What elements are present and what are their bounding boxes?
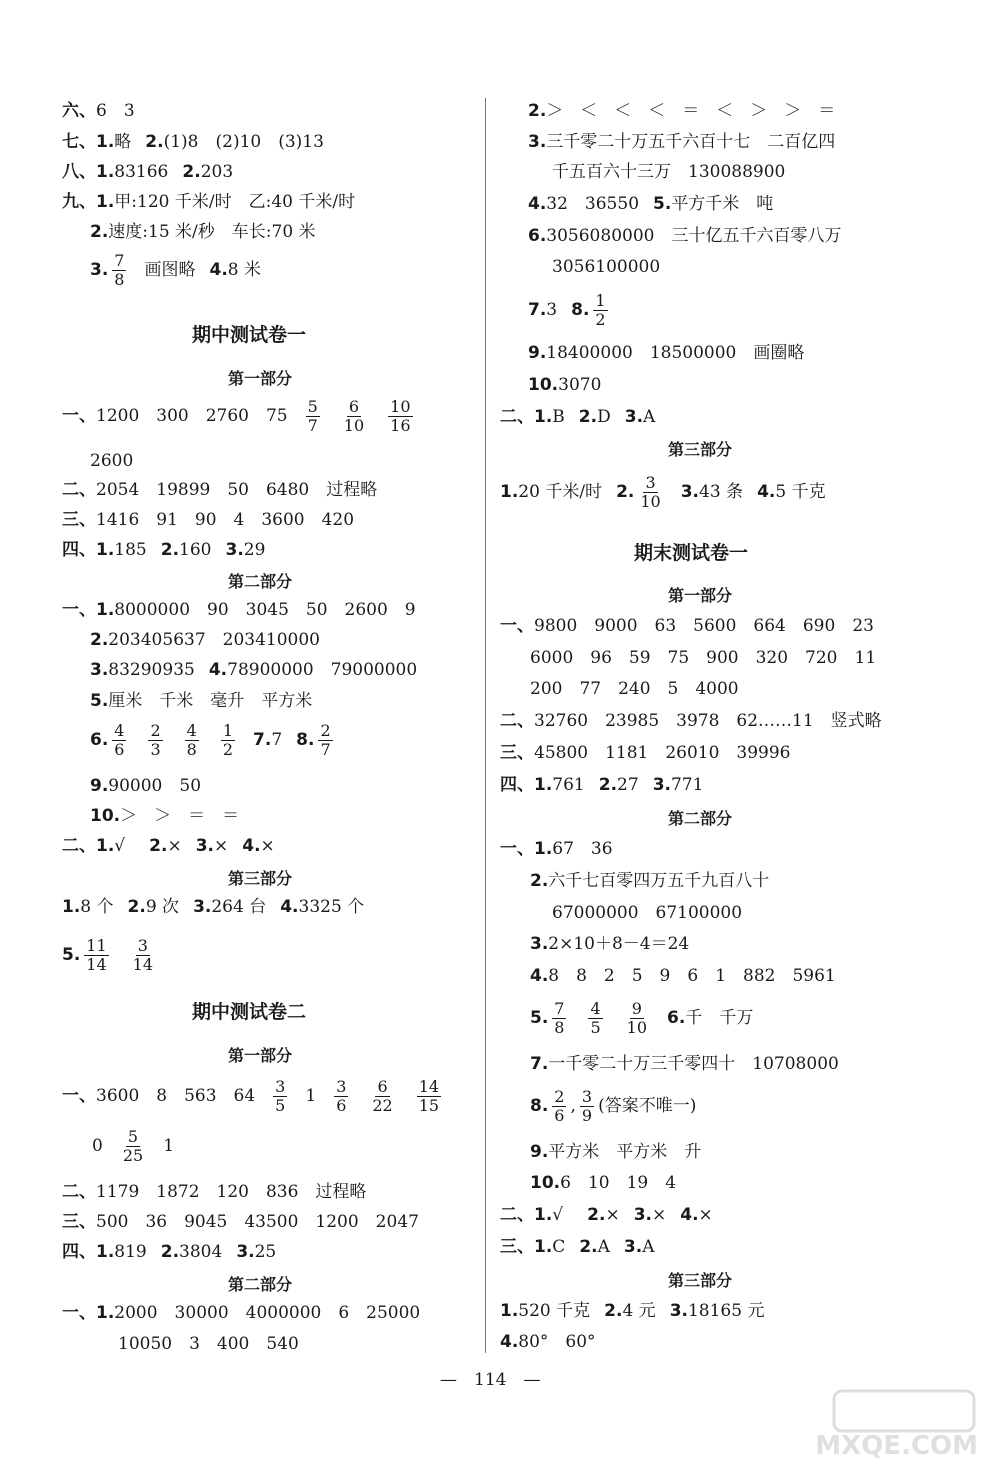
fraction: $\frac{1}{2}$ xyxy=(222,721,234,759)
answer-line: 3056100000 xyxy=(552,257,661,277)
answer-line: 三、1.C 2.A 3.A xyxy=(500,1237,655,1257)
answer-line: 0 $\frac{5}{25}$ 1 xyxy=(92,1127,175,1165)
answer-line: 3.三千零二十万五千六百十七 二百亿四 xyxy=(528,132,836,152)
part-heading: 第三部分 xyxy=(228,869,293,888)
fraction: $\frac{3}{5}$ xyxy=(275,1077,286,1115)
fraction: $\frac{10}{16}$ xyxy=(390,397,411,435)
answer-line: 九、1.甲:120 千米/时 乙:40 千米/时 xyxy=(62,192,356,212)
fraction: $\frac{9}{10}$ xyxy=(626,999,648,1037)
answer-line: 200 77 240 5 4000 xyxy=(530,679,739,699)
answer-line: 9.平方米 平方米 升 xyxy=(530,1142,702,1162)
answer-line: 3.83290935 4.78900000 79000000 xyxy=(90,660,418,680)
section-title: 期中测试卷二 xyxy=(192,1001,307,1023)
answer-line: 一、3600 8 563 64 $\frac{3}{5}$ 1 $\frac{3}{6}$ $\frac{6}{22}$ $\frac{14}{15}$ xyxy=(62,1077,440,1115)
answer-line: 6000 96 59 75 900 320 720 11 xyxy=(530,648,877,668)
answer-line: 2.速度:15 米/秒 车长:70 米 xyxy=(90,222,316,242)
answer-line: 六、6 3 xyxy=(62,101,135,121)
answer-line: 5.厘米 千米 毫升 平方米 xyxy=(90,691,313,711)
part-heading: 第一部分 xyxy=(228,369,293,388)
answer-line: 二、32760 23985 3978 62……11 竖式略 xyxy=(500,711,882,731)
answer-line: 6.3056080000 三十亿五千六百零八万 xyxy=(528,226,842,246)
section-title: 期中测试卷一 xyxy=(192,324,307,346)
answer-line: 2600 xyxy=(90,451,134,471)
part-heading: 第三部分 xyxy=(668,1271,733,1290)
answer-line: 7.一千零二十万三千零四十 10708000 xyxy=(530,1054,839,1074)
part-heading: 第二部分 xyxy=(228,1275,293,1294)
fraction: $\frac{6}{22}$ xyxy=(372,1077,393,1115)
answer-line: 1.8 个 2.9 次 3.264 台 4.3325 个 xyxy=(62,897,365,917)
answer-line: 2.六千七百零四万五千九百八十 xyxy=(530,871,770,891)
answer-line: 八、1.83166 2.203 xyxy=(62,162,234,182)
fraction: $\frac{3}{6}$ xyxy=(336,1077,347,1115)
answer-line: 9.90000 50 xyxy=(90,776,202,796)
answer-line: 四、1.185 2.160 3.29 xyxy=(62,540,266,560)
answer-line: 5. $\frac{11}{14}$ $\frac{3}{14}$ xyxy=(62,936,154,974)
answer-line: 一、1.8000000 90 3045 50 2600 9 xyxy=(62,600,416,620)
fraction: $\frac{3}{9}$ xyxy=(581,1087,593,1125)
fraction: $\frac{4}{5}$ xyxy=(590,999,601,1037)
watermark-logo xyxy=(815,1385,984,1465)
fraction: $\frac{14}{15}$ xyxy=(418,1077,440,1115)
answer-line: 2.203405637 203410000 xyxy=(90,630,320,650)
answer-line: 1.520 千克 2.4 元 3.18165 元 xyxy=(500,1301,765,1321)
answer-line: 七、1.略 2.(1)8 (2)10 (3)13 xyxy=(62,132,324,152)
answer-line: 三、500 36 9045 43500 1200 2047 xyxy=(62,1212,419,1232)
answer-line: 一、1.2000 30000 4000000 6 25000 xyxy=(62,1303,421,1323)
fraction: $\frac{6}{10}$ xyxy=(343,397,365,435)
answer-line: 三、45800 1181 26010 39996 xyxy=(500,743,791,763)
answer-line: 6. $\frac{4}{6}$ $\frac{2}{3}$ $\frac{4}{8}$ $\frac{1}{2}$ 7.7 8. $\frac{2}{7}$ xyxy=(90,721,331,759)
answer-line: 一、9800 9000 63 5600 664 690 23 xyxy=(500,616,874,636)
fraction: $\frac{7}{8}$ xyxy=(114,251,125,289)
answer-line: 4.32 36550 5.平方千米 吨 xyxy=(528,194,774,214)
answer-line: 3. $\frac{7}{8}$ 画图略 4.8 米 xyxy=(90,251,262,289)
answer-line: 67000000 67100000 xyxy=(552,903,743,923)
answer-line: 10.3070 xyxy=(528,375,602,395)
fraction: $\frac{4}{8}$ xyxy=(186,721,197,759)
answer-line: 一、1.67 36 xyxy=(500,839,613,859)
fraction: $\frac{4}{6}$ xyxy=(114,721,125,759)
part-heading: 第一部分 xyxy=(228,1046,293,1065)
fraction: $\frac{7}{8}$ xyxy=(554,999,565,1037)
fraction: $\frac{1}{2}$ xyxy=(595,291,606,329)
answer-line: 一、1200 300 2760 75 $\frac{5}{7}$ $\frac{6}{10}$ $\frac{10}{16}$ xyxy=(62,397,411,435)
answer-line: 二、1.B 2.D 3.A xyxy=(500,407,656,427)
answer-line: 四、1.761 2.27 3.771 xyxy=(500,775,704,795)
watermark-text: MXQE.COM xyxy=(815,1431,978,1461)
fraction: $\frac{5}{25}$ xyxy=(122,1127,144,1165)
answer-line: 千五百六十三万 130088900 xyxy=(552,162,786,182)
part-heading: 第一部分 xyxy=(668,586,733,605)
answer-line: 二、1179 1872 120 836 过程略 xyxy=(62,1182,367,1202)
answer-line: 三、1416 91 90 4 3600 420 xyxy=(62,510,355,530)
answer-line: 10.＞ ＞ ＝ ＝ xyxy=(90,806,240,826)
part-heading: 第二部分 xyxy=(228,572,293,591)
answer-line: 1.20 千米/时 2. $\frac{3}{10}$ 3.43 条 4.5 千克 xyxy=(500,473,826,511)
answer-line: 4.8 8 2 5 9 6 1 882 5961 xyxy=(530,966,836,986)
part-heading: 第二部分 xyxy=(668,809,733,828)
fraction: $\frac{11}{14}$ xyxy=(86,936,107,974)
answer-line: 3.2×10＋8－4＝24 xyxy=(530,934,690,954)
column-divider xyxy=(485,98,486,1353)
fraction: $\frac{5}{7}$ xyxy=(307,397,318,435)
fraction: $\frac{2}{7}$ xyxy=(320,721,331,759)
answer-line: 7.3 8. $\frac{1}{2}$ xyxy=(528,291,606,329)
answer-line: 10050 3 400 540 xyxy=(118,1334,299,1354)
answer-line: 9.18400000 18500000 画圈略 xyxy=(528,343,805,363)
answer-line: 4.80° 60° xyxy=(500,1332,596,1352)
answer-line: 5. $\frac{7}{8}$ $\frac{4}{5}$ $\frac{9}{10}$ 6.千 千万 xyxy=(530,999,754,1037)
answer-line: 四、1.819 2.3804 3.25 xyxy=(62,1242,277,1262)
fraction: $\frac{3}{14}$ xyxy=(132,936,154,974)
answer-line: 二、1.√ 2.× 3.× 4.× xyxy=(62,836,275,856)
answer-line: 二、2054 19899 50 6480 过程略 xyxy=(62,480,378,500)
section-title: 期末测试卷一 xyxy=(634,542,749,564)
page-number: — 114 — xyxy=(440,1370,541,1390)
fraction: $\frac{3}{10}$ xyxy=(640,473,661,511)
fraction: $\frac{2}{3}$ xyxy=(150,721,161,759)
part-heading: 第三部分 xyxy=(668,440,733,459)
fraction: $\frac{2}{6}$ xyxy=(554,1087,565,1125)
answer-line: 10.6 10 19 4 xyxy=(530,1173,677,1193)
answer-line: 8. $\frac{2}{6}$ , $\frac{3}{9}$ (答案不唯一) xyxy=(530,1087,697,1125)
answer-line: 2.＞ ＜ ＜ ＜ ＝ ＜ ＞ ＞ ＝ xyxy=(528,101,836,121)
answer-line: 二、1.√ 2.× 3.× 4.× xyxy=(500,1205,713,1225)
